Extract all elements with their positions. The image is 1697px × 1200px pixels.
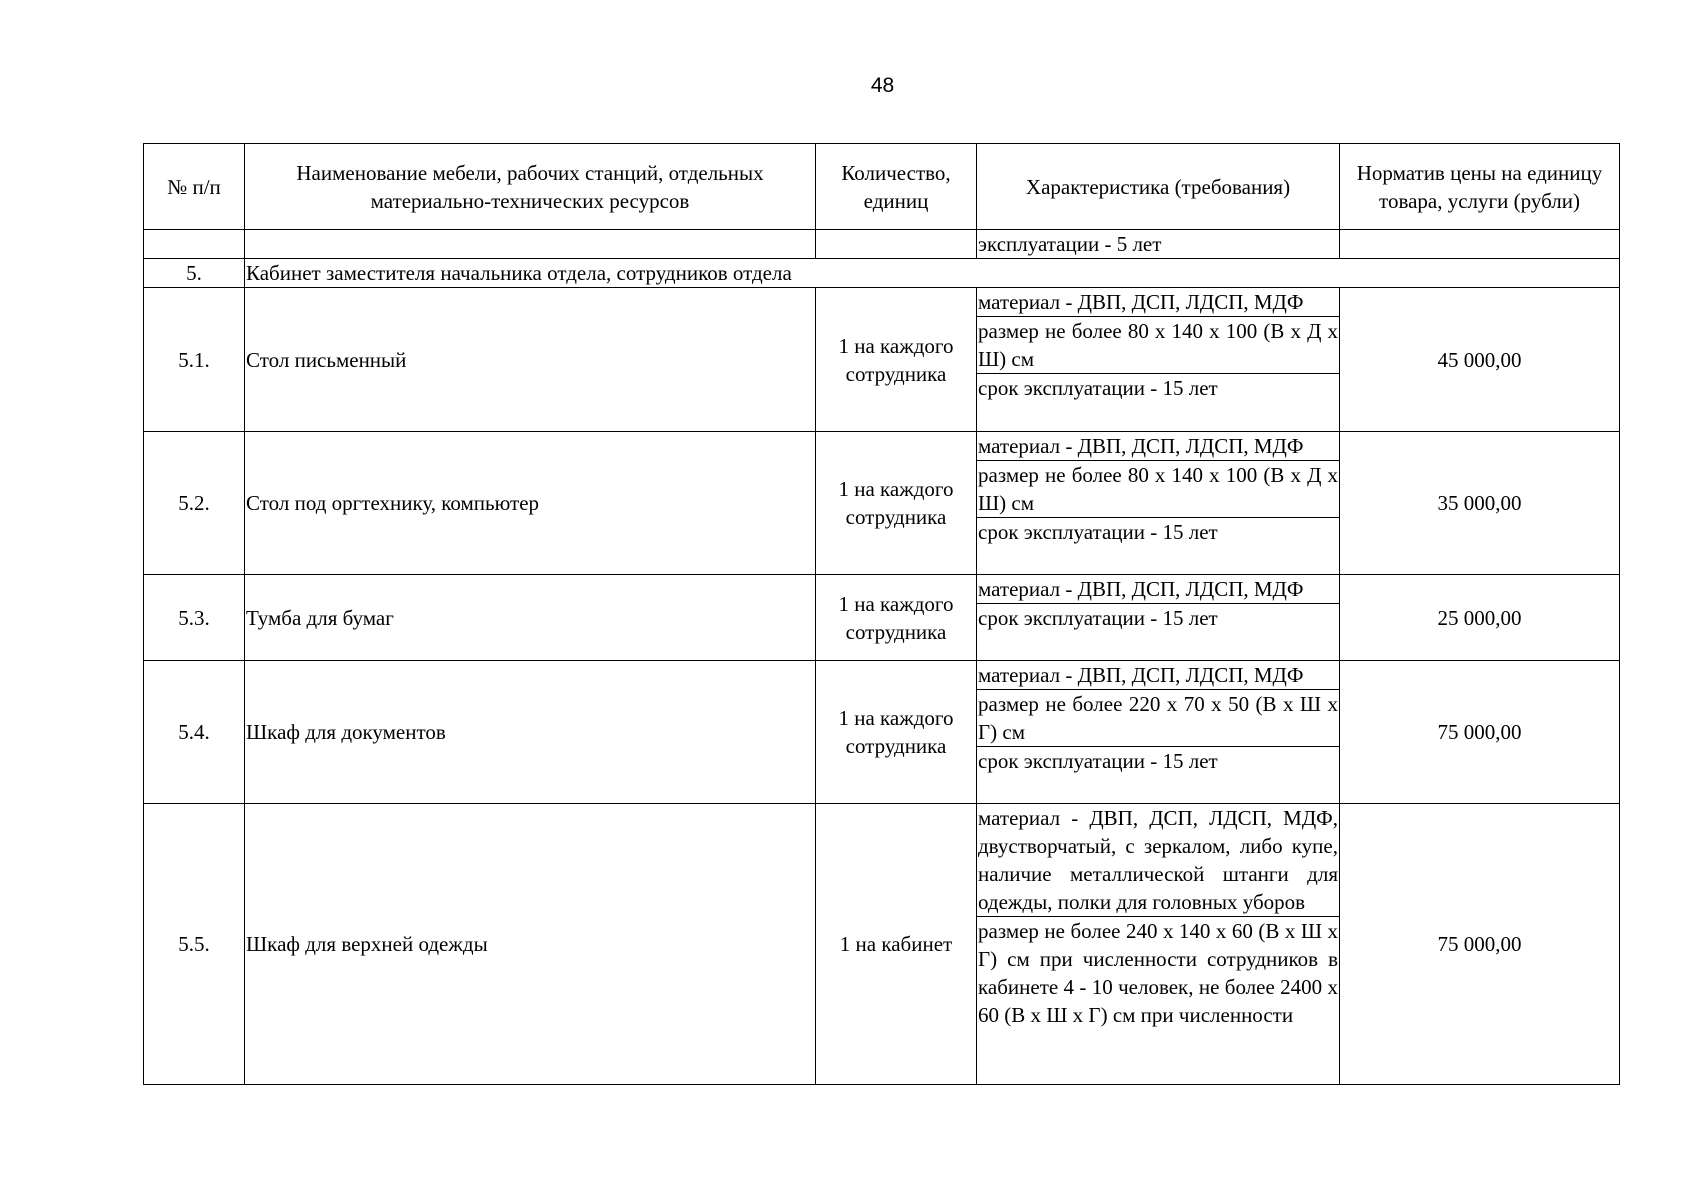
table-body [144,288,1620,1085]
header-price: Норматив цены на единицу товара, услуги (рубли) [1340,144,1620,230]
characteristic-item: срок эксплуатации - 15 лет [978,376,1218,400]
header-qty: Количество, единиц [816,144,977,230]
characteristic-item: материал - ДВП, ДСП, ЛДСП, МДФ [977,432,1339,461]
characteristic-item: размер не более 220 х 70 х 50 (В х Ш х Г) см [977,690,1339,747]
row-qty: 1 на каждого сотрудника [816,288,977,432]
row-price: 45 000,00 [1340,288,1620,432]
row-qty: 1 на каждого сотрудника [816,661,977,804]
table-row [144,661,1620,804]
row-num: 5.5. [144,804,245,1085]
row-num: 5.3. [144,575,245,661]
characteristic-item: материал - ДВП, ДСП, ЛДСП, МДФ [977,661,1339,690]
continuation-char: эксплуатации - 5 лет [978,232,1162,256]
row-qty: 1 на каждого сотрудника [816,575,977,661]
characteristic-item: срок эксплуатации - 15 лет [978,606,1218,630]
characteristic-item: материал - ДВП, ДСП, ЛДСП, МДФ [977,575,1339,604]
row-num: 5.4. [144,661,245,804]
row-characteristics [977,288,1340,432]
row-name: Тумба для бумаг [245,575,816,661]
row-name: Стол письменный [245,288,816,432]
characteristic-item: размер не более 80 х 140 х 100 (В х Д х Ш) см [977,317,1339,374]
row-price: 75 000,00 [1340,661,1620,804]
page-number: 48 [870,74,895,97]
table-header-row [144,144,1620,230]
row-name: Шкаф для документов [245,661,816,804]
row-price: 75 000,00 [1340,804,1620,1085]
row-name: Шкаф для верхней одежды [245,804,816,1085]
characteristic-item: срок эксплуатации - 15 лет [978,520,1218,544]
characteristic-item: материал - ДВП, ДСП, ЛДСП, МДФ [977,288,1339,317]
characteristic-item: срок эксплуатации - 15 лет [978,749,1218,773]
section-row [144,259,1620,288]
table-row [144,575,1620,661]
table-row [144,288,1620,432]
row-characteristics [977,804,1340,1085]
row-qty: 1 на каждого сотрудника [816,432,977,575]
row-name: Стол под оргтехнику, компьютер [245,432,816,575]
header-name: Наименование мебели, рабочих станций, отдельных материально-технических ресурсов [245,144,816,230]
row-num: 5.1. [144,288,245,432]
row-qty: 1 на кабинет [816,804,977,1085]
row-num: 5.2. [144,432,245,575]
header-num: № п/п [144,144,245,230]
row-price: 35 000,00 [1340,432,1620,575]
table-row [144,804,1620,1085]
row-price: 25 000,00 [1340,575,1620,661]
section-title: Кабинет заместителя начальника отдела, сотрудников отдела [245,259,1620,288]
furniture-norms-table [143,143,1620,1085]
row-characteristics [977,575,1340,661]
characteristic-item: материал - ДВП, ДСП, ЛДСП, МДФ, двустворчатый, с зеркалом, либо купе, наличие металлической штанги для одежды, полки для головных уборов [977,804,1339,917]
section-num: 5. [144,259,245,288]
characteristic-item: размер не более 80 х 140 х 100 (В х Д х Ш) см [977,461,1339,518]
table-row [144,432,1620,575]
header-char: Характеристика (требования) [977,144,1340,230]
row-characteristics [977,661,1340,804]
row-characteristics [977,432,1340,575]
characteristic-item: размер не более 240 х 140 х 60 (В х Ш х Г) см при численности сотрудников в кабинете 4 - 10 человек, не более 2400 х 60 (В х Ш х Г) см при численности [978,919,1338,1027]
continuation-row [144,230,1620,259]
